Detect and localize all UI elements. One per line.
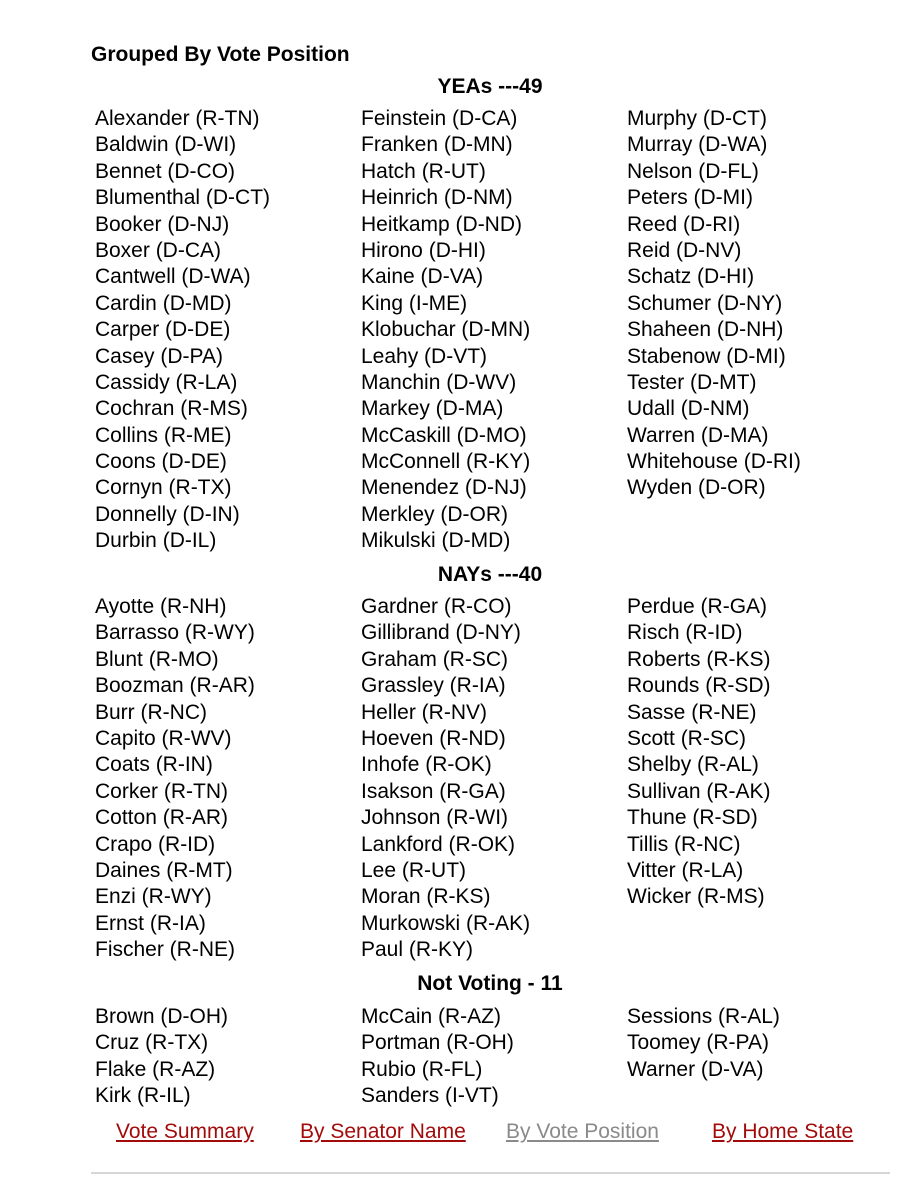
senator-entry: Schatz (D-HI) (627, 265, 755, 289)
senator-entry: Wyden (D-OR) (627, 476, 766, 500)
nays-heading: NAYs ---40 (437, 563, 543, 586)
senator-entry: Paul (R-KY) (361, 938, 474, 962)
by-home-state-link[interactable]: By Home State (712, 1120, 854, 1143)
senator-entry: Roberts (R-KS) (627, 647, 771, 671)
senator-entry: Enzi (R-WY) (95, 885, 212, 909)
senator-entry: Sullivan (R-AK) (627, 779, 771, 803)
senator-entry: Wicker (R-MS) (627, 885, 765, 909)
senator-entry: Heitkamp (D-ND) (361, 212, 523, 236)
senator-entry: Hirono (D-HI) (361, 238, 486, 262)
senator-entry: Risch (R-ID) (627, 621, 743, 645)
senator-entry: Heinrich (D-NM) (361, 186, 513, 210)
vote-navigation (0, 1120, 902, 1150)
senator-entry: Franken (D-MN) (361, 133, 513, 157)
nays-list (95, 594, 895, 963)
senator-entry: Kaine (D-VA) (361, 265, 484, 289)
senator-entry: Feinstein (D-CA) (361, 107, 518, 130)
senator-entry: Udall (D-NM) (627, 397, 750, 421)
senator-entry: Boozman (R-AR) (95, 674, 255, 698)
senator-entry: Sanders (I-VT) (361, 1084, 499, 1108)
senator-entry: Cassidy (R-LA) (95, 370, 238, 394)
senator-entry: Cardin (D-MD) (95, 291, 232, 315)
senator-entry: Cornyn (R-TX) (95, 476, 232, 500)
senator-entry: Boxer (D-CA) (95, 238, 222, 262)
senator-entry: Heller (R-NV) (361, 700, 487, 724)
senator-entry: Thune (R-SD) (627, 806, 758, 830)
senator-entry: Perdue (R-GA) (627, 595, 768, 618)
senator-entry: Warren (D-MA) (627, 423, 769, 447)
senator-entry: Hatch (R-UT) (361, 159, 486, 183)
senator-entry: Sessions (R-AL) (627, 1005, 780, 1028)
senator-entry: Cochran (R-MS) (95, 397, 248, 421)
by-senator-name-link[interactable]: By Senator Name (300, 1120, 466, 1143)
senator-entry: Peters (D-MI) (627, 186, 753, 210)
yeas-list (95, 106, 895, 555)
senator-entry: Crapo (R-ID) (95, 832, 216, 856)
senator-entry: Rounds (R-SD) (627, 674, 771, 698)
senator-entry: Durbin (D-IL) (95, 529, 217, 553)
senator-entry: Mikulski (D-MD) (361, 529, 511, 553)
senator-entry: Warner (D-VA) (627, 1057, 764, 1081)
senator-entry: Rubio (R-FL) (361, 1057, 483, 1081)
senator-entry: Graham (R-SC) (361, 647, 509, 671)
senator-entry: Reed (D-RI) (627, 212, 741, 236)
senator-entry: Coats (R-IN) (95, 753, 213, 777)
senator-entry: Burr (R-NC) (95, 700, 207, 724)
senator-entry: Kirk (R-IL) (95, 1084, 191, 1108)
senator-entry: Flake (R-AZ) (95, 1057, 216, 1081)
senator-entry: Johnson (R-WI) (361, 806, 509, 830)
senator-entry: Casey (D-PA) (95, 344, 223, 368)
yeas-heading: YEAs ---49 (437, 75, 543, 98)
senator-entry: Daines (R-MT) (95, 858, 233, 882)
senator-entry: Klobuchar (D-MN) (361, 318, 531, 342)
senator-entry: Coons (D-DE) (95, 450, 227, 474)
senator-entry: Gillibrand (D-NY) (361, 621, 521, 645)
senator-entry: Shaheen (D-NH) (627, 318, 784, 342)
senator-entry: King (I-ME) (361, 291, 468, 315)
senator-entry: Bennet (D-CO) (95, 159, 236, 183)
senator-entry: McCain (R-AZ) (361, 1005, 501, 1028)
not-voting-list (95, 1004, 895, 1110)
senator-entry: Corker (R-TN) (95, 779, 228, 803)
divider (91, 1172, 890, 1174)
senator-entry: Murphy (D-CT) (627, 107, 767, 130)
senator-entry: Merkley (D-OR) (361, 502, 508, 526)
by-vote-position-link[interactable]: By Vote Position (506, 1120, 659, 1143)
senator-entry: McConnell (R-KY) (361, 450, 531, 474)
senator-entry: McCaskill (D-MO) (361, 423, 527, 447)
senator-entry: Toomey (R-PA) (627, 1031, 769, 1055)
senator-entry: Lankford (R-OK) (361, 832, 516, 856)
senator-entry: Manchin (D-WV) (361, 370, 517, 394)
senator-entry: Murkowski (R-AK) (361, 911, 531, 935)
senator-entry: Nelson (D-FL) (627, 159, 759, 183)
senator-entry: Moran (R-KS) (361, 885, 491, 909)
senator-entry: Schumer (D-NY) (627, 291, 783, 315)
not-voting-heading: Not Voting - 11 (417, 972, 563, 995)
senator-entry: Whitehouse (D-RI) (627, 450, 801, 474)
senator-entry: Fischer (R-NE) (95, 938, 235, 962)
senator-entry: Isakson (R-GA) (361, 779, 506, 803)
senator-entry: Reid (D-NV) (627, 238, 742, 262)
senator-entry: Barrasso (R-WY) (95, 621, 255, 645)
senator-entry: Tillis (R-NC) (627, 832, 741, 856)
senator-entry: Ayotte (R-NH) (95, 595, 227, 618)
senator-entry: Murray (D-WA) (627, 133, 768, 157)
senator-entry: Blunt (R-MO) (95, 647, 219, 671)
senator-entry: Markey (D-MA) (361, 397, 504, 421)
senator-entry: Menendez (D-NJ) (361, 476, 527, 500)
senator-entry: Carper (D-DE) (95, 318, 231, 342)
senator-entry: Ernst (R-IA) (95, 911, 206, 935)
senator-entry: Leahy (D-VT) (361, 344, 488, 368)
senator-entry: Hoeven (R-ND) (361, 726, 506, 750)
senator-entry: Collins (R-ME) (95, 423, 232, 447)
senator-entry: Blumenthal (D-CT) (95, 186, 271, 210)
senator-entry: Tester (D-MT) (627, 370, 757, 394)
senator-entry: Scott (R-SC) (627, 726, 747, 750)
senator-entry: Cotton (R-AR) (95, 806, 229, 830)
page-title: Grouped By Vote Position (91, 43, 350, 66)
senator-entry: Baldwin (D-WI) (95, 133, 237, 157)
senator-entry: Vitter (R-LA) (627, 858, 744, 882)
senator-entry: Shelby (R-AL) (627, 753, 759, 777)
senator-entry: Brown (D-OH) (95, 1005, 229, 1028)
senator-entry: Stabenow (D-MI) (627, 344, 786, 368)
senator-entry: Portman (R-OH) (361, 1031, 514, 1055)
senator-entry: Booker (D-NJ) (95, 212, 230, 236)
senator-entry: Cruz (R-TX) (95, 1031, 209, 1055)
senator-entry: Donnelly (D-IN) (95, 502, 240, 526)
senator-entry: Grassley (R-IA) (361, 674, 506, 698)
senator-entry: Alexander (R-TN) (95, 107, 260, 130)
senator-entry: Cantwell (D-WA) (95, 265, 251, 289)
senator-entry: Lee (R-UT) (361, 858, 467, 882)
senator-entry: Capito (R-WV) (95, 726, 232, 750)
senator-entry: Inhofe (R-OK) (361, 753, 492, 777)
vote-summary-link[interactable]: Vote Summary (116, 1120, 254, 1143)
senator-entry: Gardner (R-CO) (361, 595, 512, 618)
senator-entry: Sasse (R-NE) (627, 700, 757, 724)
